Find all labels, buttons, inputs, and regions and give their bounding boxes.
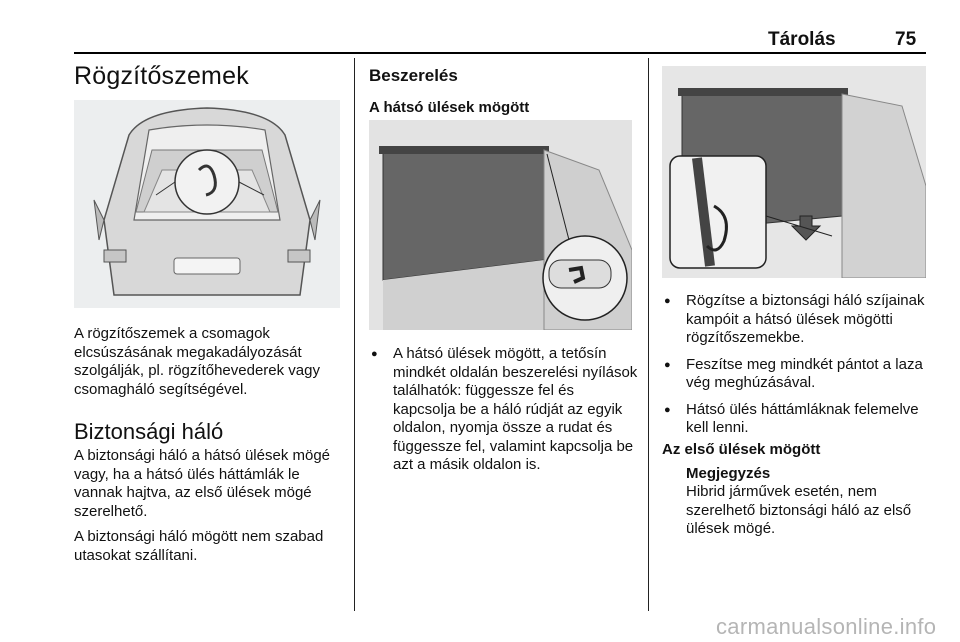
note-text: Hibrid járművek esetén, nem szerelhető biztonsági háló az első ülések mögé. xyxy=(686,483,912,537)
header-rule xyxy=(74,52,926,54)
figure-strap-hooks xyxy=(662,66,926,278)
figure-cargo-lashing-eyes xyxy=(74,100,340,308)
running-header-section: Tárolás xyxy=(768,29,836,50)
column-divider-2 xyxy=(648,58,649,611)
strap-hook-illustration xyxy=(662,66,926,278)
column-divider-1 xyxy=(354,58,355,611)
list-item: ● Feszítse meg mindkét pántot a laza vég meghúzásával. xyxy=(662,356,930,393)
list-item: ● Rögzítse a biztonsági háló szíjainak kampóit a hátsó ülések mögötti rögzítőszemekbe. xyxy=(662,292,930,348)
safety-net-warning: A biztonsági háló mögött nem szabad utasokat szállítani. xyxy=(74,528,324,564)
safety-net-paragraph: A biztonsági háló a hátsó ülések mögé vagy, ha a hátsó ülés háttámlák le vannak hajtva, az első ülések mögé szerelhető. xyxy=(74,447,331,520)
behind-front-seats-heading: Az első ülések mögött xyxy=(662,441,821,458)
net-rod-illustration xyxy=(369,120,632,330)
section-title: Rögzítőszemek xyxy=(74,62,249,90)
watermark: carmanualsonline.info xyxy=(716,614,937,639)
col3-bullet-list xyxy=(662,292,930,446)
behind-rear-seats-heading: A hátsó ülések mögött xyxy=(369,99,530,116)
installation-heading: Beszerelés xyxy=(369,66,458,85)
col2-bullet-list xyxy=(369,345,639,483)
subtitle-safety-net: Biztonsági háló xyxy=(74,419,224,444)
car-rear-illustration xyxy=(74,100,340,308)
figure-net-rod-installation xyxy=(369,120,632,330)
lashing-eyes-paragraph: A rögzítőszemek a csomagok elcsúszásának megakadályozását szolgálják, pl. rögzítőhevederek vagy csomagháló segítségével. xyxy=(74,325,320,398)
page-number: 75 xyxy=(895,29,917,50)
list-item: ● Hátsó ülés háttámláknak felemelve kell lenni. xyxy=(662,401,930,438)
list-item: ● A hátsó ülések mögött, a tetősín mindkét oldalán beszerelési nyílások találhatók: függessze fel és kapcsolja be a háló rúdját az egyik oldalon, nyomja össze a rudat és függessze fel, valamint kapcsolja be azt a másik oldalon is. xyxy=(369,345,639,475)
note-title: Megjegyzés xyxy=(686,465,771,482)
